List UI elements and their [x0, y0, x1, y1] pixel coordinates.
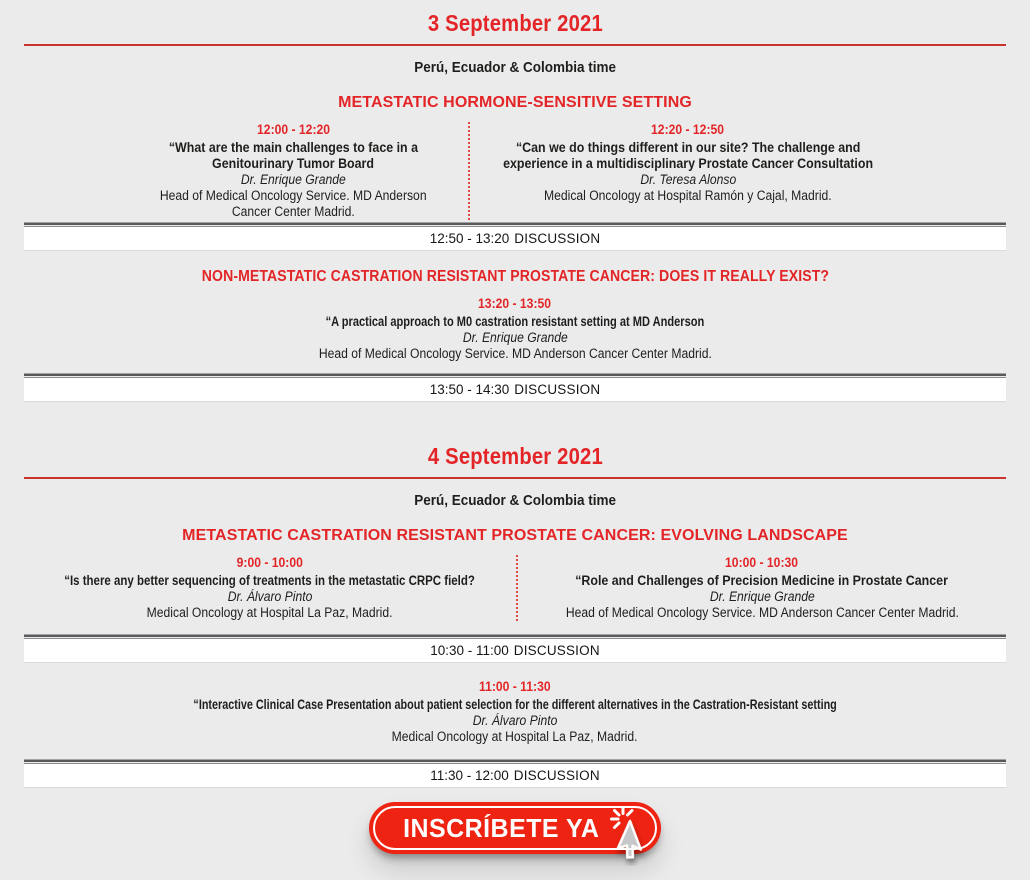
session-title: experience in a multidisciplinary Prostate Cancer Consultation — [503, 156, 873, 171]
speaker-name: Dr. Enrique Grande — [709, 589, 815, 604]
session-title: “A practical approach to M0 castration resistant setting at MD Anderson — [325, 314, 705, 329]
speaker-name: Dr. Enrique Grande — [462, 330, 568, 345]
session-column-left — [24, 555, 518, 621]
discussion-time: 13:50 - 14:30 — [429, 382, 510, 397]
session-title: “Interactive Clinical Case Presentation about patient selection for the different alternatives in the Castration-Resistant setting — [193, 697, 837, 712]
session-time: 11:00 - 11:30 — [479, 679, 551, 694]
day2-single-session — [24, 679, 1006, 745]
speaker-role: Head of Medical Oncology Service. MD Anderson Cancer Center Madrid. — [318, 346, 712, 361]
speaker-role: Medical Oncology at Hospital La Paz, Madrid. — [147, 605, 393, 620]
speaker-name: Dr. Enrique Grande — [241, 172, 346, 187]
red-divider — [24, 477, 1006, 479]
session-column-right — [470, 122, 1006, 204]
day1-session-row — [24, 122, 1006, 220]
day2-timezone-label: Perú, Ecuador & Colombia time — [414, 492, 616, 509]
discussion-label: DISCUSSION — [514, 231, 601, 246]
discussion-bar — [24, 639, 1006, 663]
day1-timezone-label: Perú, Ecuador & Colombia time — [414, 59, 616, 76]
discussion-bar — [24, 764, 1006, 788]
day1-single-session — [24, 296, 1006, 362]
discussion-label: DISCUSSION — [513, 768, 600, 783]
discussion-label: DISCUSSION — [513, 643, 600, 658]
speaker-role: Cancer Center Madrid. — [232, 204, 355, 219]
day2-section1-heading: METASTATIC CASTRATION RESISTANT PROSTATE CANCER: EVOLVING LANDSCAPE — [182, 527, 848, 544]
red-divider — [24, 44, 1006, 46]
speaker-name: Dr. Álvaro Pinto — [472, 713, 558, 728]
discussion-time: 11:30 - 12:00 — [430, 768, 509, 783]
discussion-time: 10:30 - 11:00 — [430, 643, 509, 658]
day1-section2-heading: NON-METASTATIC CASTRATION RESISTANT PROSTATE CANCER: DOES IT REALLY EXIST? — [201, 268, 829, 285]
day1-date-title: 3 September 2021 — [427, 10, 603, 36]
session-title: “Is there any better sequencing of treatments in the metastatic CRPC field? — [64, 573, 476, 588]
speaker-role: Medical Oncology at Hospital Ramón y Cajal, Madrid. — [544, 188, 832, 203]
day2-date-title: 4 September 2021 — [427, 443, 603, 469]
speaker-role: Medical Oncology at Hospital La Paz, Madrid. — [392, 729, 638, 744]
session-title: “What are the main challenges to face in a — [168, 140, 419, 155]
day2-session-row — [24, 555, 1006, 621]
session-title: “Role and Challenges of Precision Medicine in Prostate Cancer — [575, 573, 949, 588]
discussion-time: 12:50 - 13:20 — [429, 231, 510, 246]
speaker-role: Head of Medical Oncology Service. MD Anderson — [160, 188, 427, 203]
session-time: 12:00 - 12:20 — [257, 122, 330, 137]
session-time: 12:20 - 12:50 — [651, 122, 725, 137]
session-column-left — [24, 122, 470, 220]
speaker-role: Head of Medical Oncology Service. MD Anderson Cancer Center Madrid. — [565, 605, 959, 620]
discussion-bar — [24, 378, 1006, 402]
speaker-name: Dr. Teresa Alonso — [640, 172, 736, 187]
day1-section1-heading: METASTATIC HORMONE-SENSITIVE SETTING — [338, 94, 692, 111]
session-time: 9:00 - 10:00 — [236, 555, 304, 570]
discussion-label: DISCUSSION — [514, 382, 601, 397]
session-title: Genitourinary Tumor Board — [212, 156, 375, 171]
register-button[interactable] — [369, 802, 661, 854]
register-button-label: INSCRÍBETE YA — [402, 813, 600, 843]
session-time: 13:20 - 13:50 — [478, 296, 552, 311]
cursor-click-icon — [609, 806, 665, 866]
session-time: 10:00 - 10:30 — [725, 555, 799, 570]
speaker-name: Dr. Álvaro Pinto — [227, 589, 313, 604]
discussion-bar — [24, 227, 1006, 251]
session-title: “Can we do things different in our site? The challenge and — [515, 140, 861, 155]
session-column-right — [518, 555, 1006, 621]
